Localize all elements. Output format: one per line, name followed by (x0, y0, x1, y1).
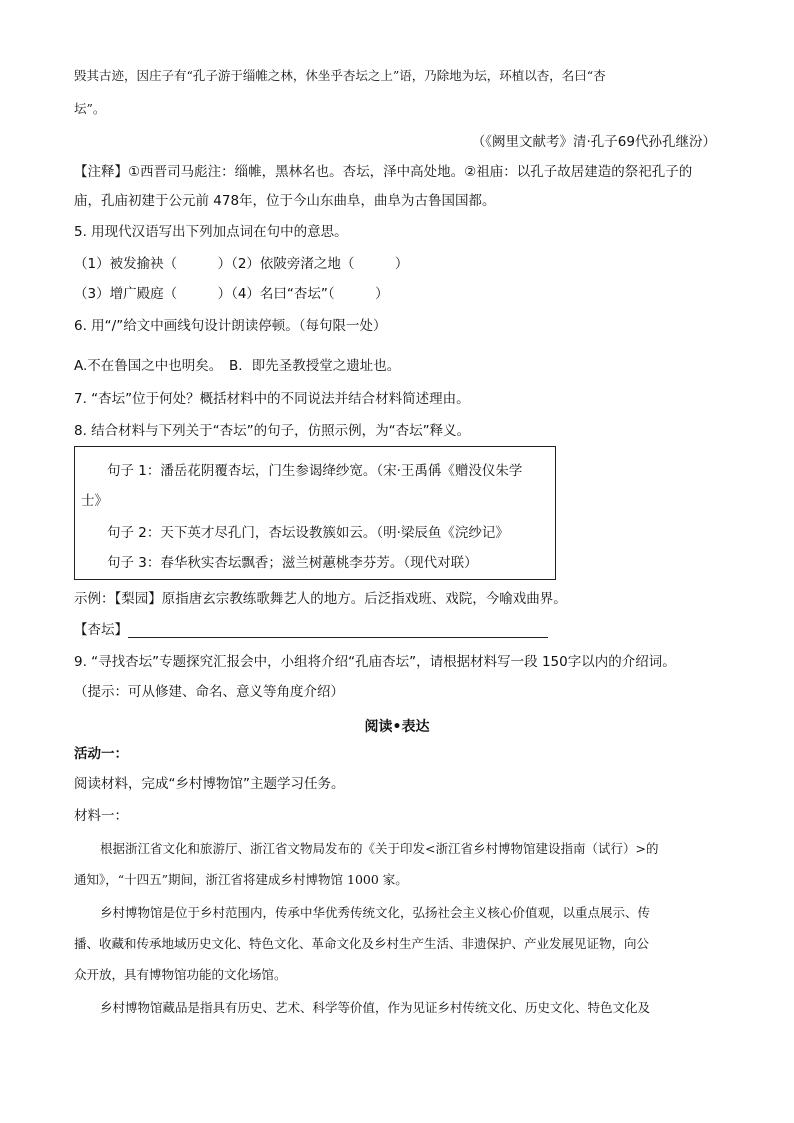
question-9-hint: （提示：可从修建、命名、意义等角度介绍） (74, 684, 344, 700)
material-line: 乡村博物馆藏品是指具有历史、艺术、科学等价值，作为见证乡村传统文化、历史文化、特色文化及 (100, 1000, 651, 1015)
material-line: 通知》，“十四五”期间，浙江省将建成乡村博物馆 1000 家。 (74, 872, 408, 887)
sentence-1-text: 句子 1：潘岳花阴覆杏坛，门生参谒绛纱宽。（宋·王禹偁《赠没仪朱学 (107, 463, 523, 479)
material-label: 材料一： (74, 808, 128, 824)
material-line: 众开放，具有博物馆功能的文化场馆。 (74, 967, 287, 982)
sentence-1 (107, 459, 522, 479)
section-title: 阅读•表达 (364, 719, 430, 735)
answer-label: 【杏坛】 (74, 622, 128, 638)
material-line: 乡村博物馆是位于乡村范围内，传承中华优秀传统文化，弘扬社会主义核心价值观，以重点展示、传 (100, 905, 651, 920)
task-line: 阅读材料，完成“乡村博物馆”主题学习任务。 (74, 776, 345, 792)
answer-blank[interactable] (128, 623, 548, 638)
notes-line: 【注释】①西晋司马彪注：缁帷，黑林名也。杏坛，泽中高处地。②祖庙：以孔子故居建造的祭祀孔子的 (74, 164, 693, 180)
sentence-3: 句子 3：春华秋实杏坛飘香；滋兰树蕙桃李芬芳。（现代对联） (107, 555, 478, 571)
notes-line: 庙，孔庙初建于公元前 478年，位于今山东曲阜，曲阜为古鲁国国都。 (74, 193, 496, 209)
question-6-options: A.不在鲁国之中也明矣。 B．即先圣教授堂之遗址也。 (74, 358, 401, 374)
activity-heading: 活动一： (74, 746, 128, 762)
question-9-stem: 9. “寻找杏坛”专题探究汇报会中，小组将介绍“孔庙杏坛”，请根据材料写一段 150字以内的介绍词。 (74, 654, 676, 670)
text-line: 坛”。 (74, 101, 106, 116)
question-8-stem: 8. 结合材料与下列关于“杏坛”的句子，仿照示例，为“杏坛”释义。 (74, 423, 471, 439)
question-5-row: （1）被发揄袂（ ）（2）依陂旁渚之地（ ） (74, 256, 409, 272)
sentence-box (74, 446, 556, 580)
question-5-row: （3）增广殿庭（ ）（4）名曰“杏坛”（ ） (74, 286, 389, 302)
answer-line[interactable] (74, 620, 548, 640)
example-line: 示例：【梨园】原指唐玄宗教练歌舞艺人的地方。后泛指戏班、戏院，今喻戏曲界。 (74, 591, 567, 607)
question-7: 7. “杏坛”位于何处？概括材料中的不同说法并结合材料简述理由。 (74, 391, 470, 407)
source-citation: （《阙里文献考》清·孔子69代孙孔继汾） (471, 134, 716, 150)
material-line: 根据浙江省文化和旅游厅、浙江省文物局发布的《关于印发<浙江省乡村博物馆建设指南（试行）>的 (100, 841, 659, 856)
sentence-2: 句子 2：天下英才尽孔门，杏坛设教簇如云。（明·梁辰鱼《浣纱记》 (107, 525, 509, 541)
question-5-stem: 5. 用现代汉语写出下列加点词在句中的意思。 (74, 224, 348, 240)
text-line: 毁其古迹，因庄子有“孔子游于缁帷之林，休坐乎杏坛之上”语，乃除地为坛，环植以杏，名曰“杏 (74, 68, 606, 83)
material-line: 播、收藏和传承地域历史文化、特色文化、革命文化及乡村生产生活、非遗保护、产业发展见证物，向公 (74, 936, 650, 951)
question-6-stem: 6. 用“/”给文中画线句设计朗读停顿。（每句限一处） (74, 318, 387, 334)
sentence-1-cont: 士》 (81, 493, 108, 509)
